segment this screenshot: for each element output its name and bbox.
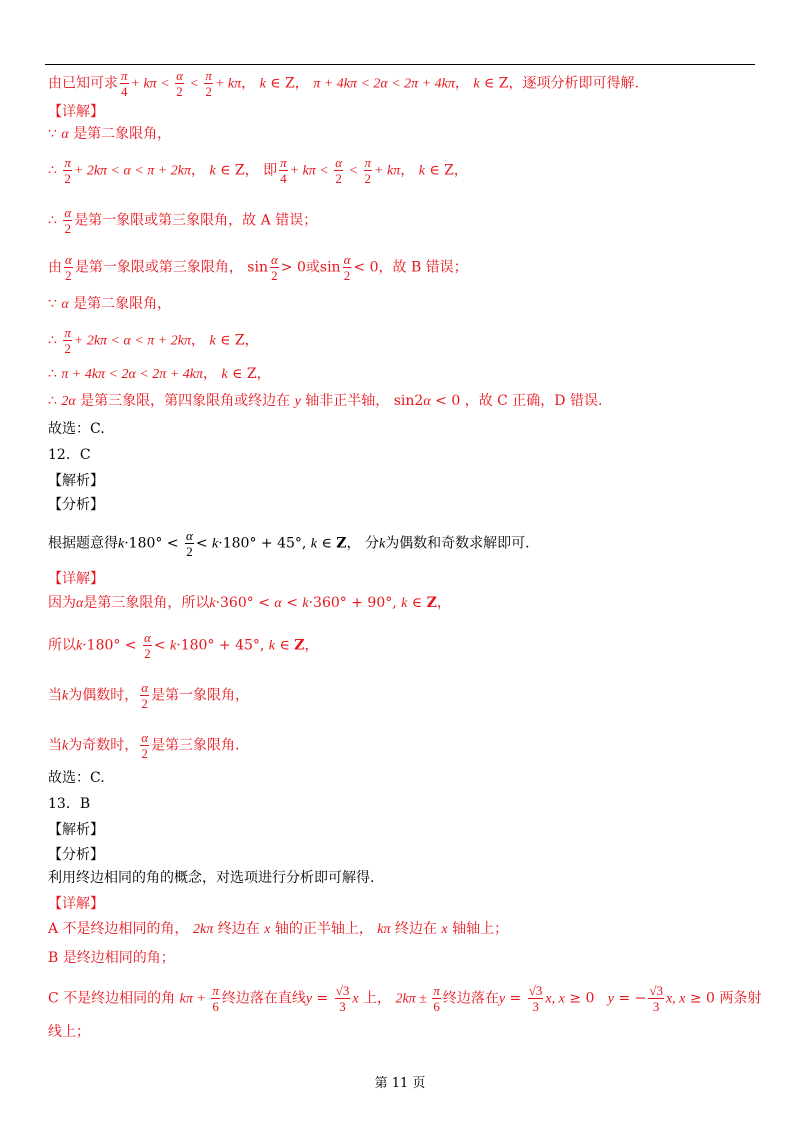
text-line: ∴ $\frac{\alpha}{2}$ 是第一象限或第三象限角，故 A 错误； bbox=[48, 205, 318, 236]
text-line: C 不是终边相同的角 kπ + $\frac{\pi}{6}$ 终边落在直线y = $\frac{√3}{3}$ x 上， 2kπ ± $\frac{\pi}{6}$ 终边落在y = $\frac{√3}{3}$ x, x ≥ 0 y = − $\frac{√3}{3}$ x, x ≥ 0 两条射 bbox=[48, 983, 762, 1014]
text-line: 故选：C. bbox=[48, 770, 105, 786]
text-line: 当k为偶数时， $\frac{\alpha}{2}$ 是第一象限角， bbox=[48, 680, 250, 711]
page-number: 第 11 页 bbox=[374, 1076, 426, 1091]
text-line: ∴ 2α 是第三象限，第四象限角或终边在 y 轴非正半轴， sin2α < 0 ，故 C 正确，D 错误. bbox=[48, 393, 603, 409]
header-rule bbox=[45, 64, 755, 65]
text-line: ∴ $\frac{\pi}{2}$ + 2kπ < α < π + 2kπ， k ∈ Z， 即 $\frac{\pi}{4}$ + kπ < $\frac{\alpha}{2}$ < $\frac{\pi}{2}$ + kπ， k ∈ Z， bbox=[48, 155, 468, 186]
text-line: ∵ α 是第二象限角， bbox=[48, 296, 172, 312]
text-line: 所以k·180° < $\frac{\alpha}{2}$ < k·180° + 45°, k ∈ Z， bbox=[48, 630, 319, 661]
text-line: 13．B bbox=[48, 796, 91, 812]
text-line: 线上； bbox=[48, 1024, 90, 1040]
text-line: 【详解】 bbox=[48, 571, 104, 587]
text-line: 因为α是第三象限角，所以k·360° < α < k·360° + 90°, k ∈ Z， bbox=[48, 595, 451, 611]
text-line: 【分析】 bbox=[48, 847, 104, 863]
text-line: 利用终边相同的角的概念，对选项进行分析即可解得. bbox=[48, 870, 375, 886]
text-line: A 不是终边相同的角， 2kπ 终边在 x 轴的正半轴上， kπ 终边在 x 轴轴上； bbox=[48, 921, 509, 937]
text-line: 【详解】 bbox=[48, 104, 104, 120]
text-line: ∴ $\frac{\pi}{2}$ + 2kπ < α < π + 2kπ， k ∈ Z， bbox=[48, 325, 259, 356]
text-line: 【分析】 bbox=[48, 497, 104, 513]
text-line: B 是终边相同的角； bbox=[48, 950, 175, 966]
text-line: 12．C bbox=[48, 447, 91, 463]
text-line: 当k为奇数时， $\frac{\alpha}{2}$ 是第三象限角. bbox=[48, 730, 240, 761]
text-line: ∴ π + 4kπ < 2α < 2π + 4kπ， k ∈ Z， bbox=[48, 366, 271, 382]
text-line: 故选：C. bbox=[48, 421, 105, 437]
text-line: 由 $\frac{\alpha}{2}$ 是第一象限或第三象限角， sin $\frac{\alpha}{2}$ > 0或sin $\frac{\alpha}{2}$ < 0，故 B 错误； bbox=[48, 252, 468, 283]
text-line: 根据题意得k·180° < $\frac{\alpha}{2}$ < k·180° + 45°, k ∈ Z， 分k为偶数和奇数求解即可. bbox=[48, 528, 530, 559]
text-line: 【解析】 bbox=[48, 473, 104, 489]
text-line: 【详解】 bbox=[48, 896, 104, 912]
text-line: 【解析】 bbox=[48, 822, 104, 838]
text-line: 由已知可求 $\frac{\pi}{4}$ + kπ < $\frac{\alpha}{2}$ < $\frac{\pi}{2}$ + kπ， k ∈ Z， π + 4kπ < 2α < 2π + 4kπ， k ∈ Z，逐项分析即可得解. bbox=[48, 68, 639, 99]
text-line: ∵ α 是第二象限角， bbox=[48, 126, 172, 142]
